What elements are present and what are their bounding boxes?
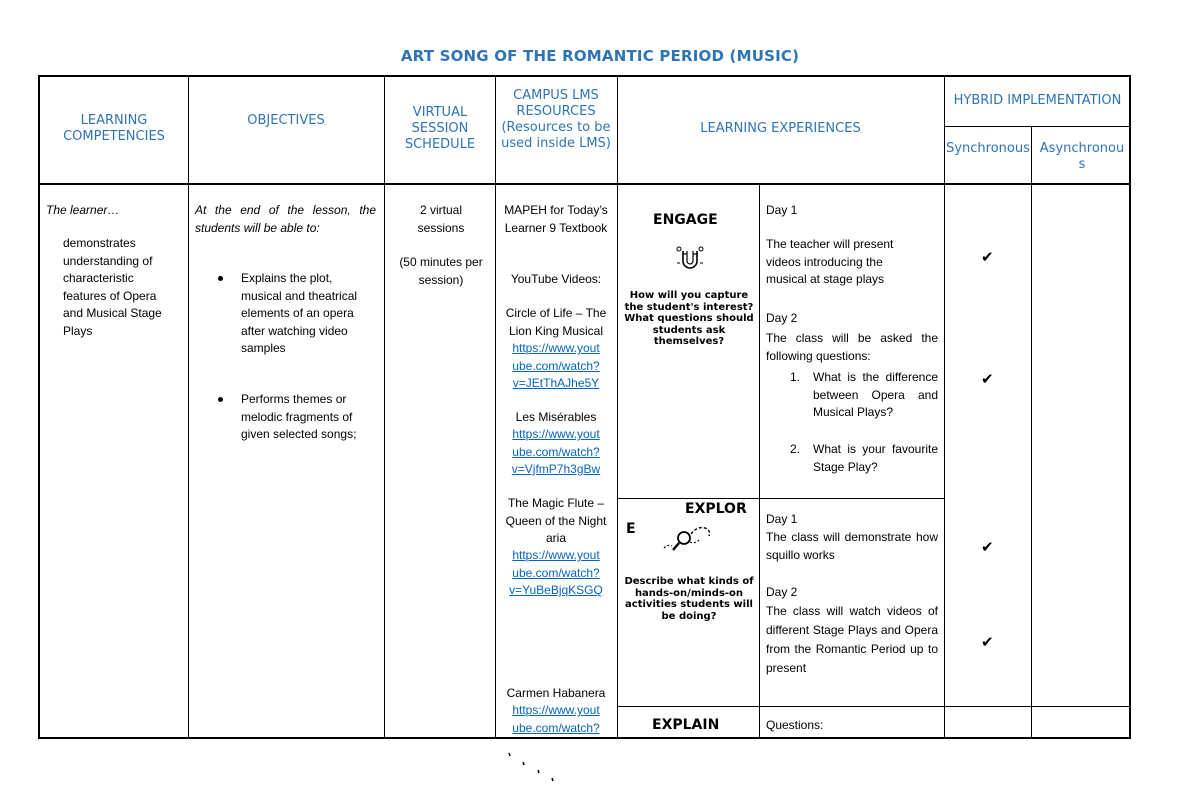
resource-title: Les Misérables <box>515 410 597 424</box>
engage-day1-label: Day 1 <box>766 203 798 217</box>
resource-link[interactable]: https://www.yout ube.com/watch? v=JEtThAJhe5Y <box>512 341 600 390</box>
resource-link[interactable]: https://www.yout ube.com/watch? v=VjfmP7h3gBw <box>511 427 601 476</box>
engage-day1-text: The teacher will present videos introducing the musical at stage plays <box>766 237 894 286</box>
engage-day2-label: Day 2 <box>766 311 798 325</box>
stray-marks <box>500 748 570 784</box>
header-campus-lms-resources: CAMPUS LMS RESOURCES (Resources to be used inside LMS) <box>501 88 611 151</box>
engage-day2-text: The class will be asked the following questions: <box>766 331 938 363</box>
question-number: 2. <box>790 442 801 456</box>
header-hybrid-implementation: HYBRID IMPLEMENTATION <box>953 93 1122 108</box>
engage-prompt: How will you capture the student's interest? What questions should students ask themselves? <box>624 290 754 347</box>
checkmark-icon: ✔ <box>981 538 994 556</box>
question-text: What is your favourite Stage Play? <box>813 442 938 474</box>
explore-day1-label: Day 1 <box>766 512 798 526</box>
magnet-icon <box>672 241 708 277</box>
checkmark-icon: ✔ <box>981 633 994 651</box>
explore-day2-label: Day 2 <box>766 585 798 599</box>
virtual-sessions-count: 2 virtual sessions <box>417 203 465 235</box>
checkmark-icon: ✔ <box>981 370 994 388</box>
explore-day1-text: The class will demonstrate how squillo works <box>766 530 938 562</box>
resource-title: The Magic Flute – Queen of the Night aria <box>505 496 607 545</box>
engage-label: ENGAGE <box>653 212 718 228</box>
bullet-icon <box>218 276 223 281</box>
header-asynchronous: Asynchronous <box>1039 141 1125 172</box>
objectives-intro: At the end of the lesson, the students will be able to: <box>195 203 376 235</box>
competencies-intro: The learner… <box>46 203 120 217</box>
explore-day2-text: The class will watch videos of different Stage Plays and Opera from the Romantic Period up to present <box>766 604 938 675</box>
explain-label: EXPLAIN <box>652 717 720 733</box>
lms-videos-label: YouTube Videos: <box>510 272 602 286</box>
magnifier-icon <box>660 522 716 556</box>
bullet-icon <box>218 397 223 402</box>
checkmark-icon: ✔ <box>981 248 994 266</box>
header-objectives: OBJECTIVES <box>247 113 325 128</box>
header-synchronous: Synchronous <box>946 141 1030 156</box>
competencies-text: demonstrates understanding of characteristic features of Opera and Musical Stage Plays <box>63 236 162 338</box>
question-number: 1. <box>790 370 801 384</box>
lms-textbook: MAPEH for Today’s Learner 9 Textbook <box>504 203 608 235</box>
explain-questions-label: Questions: <box>766 718 824 732</box>
resource-title: Circle of Life – The Lion King Musical <box>505 306 607 338</box>
resource-title: Carmen Habanera <box>506 686 606 700</box>
objective-item: Performs themes or melodic fragments of given selected songs; <box>241 392 357 441</box>
explore-prompt: Describe what kinds of hands-on/minds-on activities students will be doing? <box>624 576 754 622</box>
resource-link[interactable]: https://www.yout ube.com/watch? <box>512 703 600 735</box>
header-virtual-session-schedule: VIRTUAL SESSION SCHEDULE <box>404 105 476 152</box>
virtual-sessions-duration: (50 minutes per session) <box>399 255 483 287</box>
objective-item: Explains the plot, musical and theatrical elements of an opera after watching video samples <box>241 271 358 355</box>
explore-label: EXPLOR <box>685 501 747 517</box>
explore-label-continued: E <box>626 521 636 537</box>
header-learning-competencies: LEARNING COMPETENCIES <box>63 113 165 144</box>
resource-link[interactable]: https://www.yout ube.com/watch? v=YuBeBjqKSGQ <box>509 548 603 597</box>
document-title: ART SONG OF THE ROMANTIC PERIOD (MUSIC) <box>400 47 800 65</box>
header-learning-experiences: LEARNING EXPERIENCES <box>700 121 861 136</box>
question-text: What is the difference between Opera and Musical Plays? <box>813 370 938 419</box>
